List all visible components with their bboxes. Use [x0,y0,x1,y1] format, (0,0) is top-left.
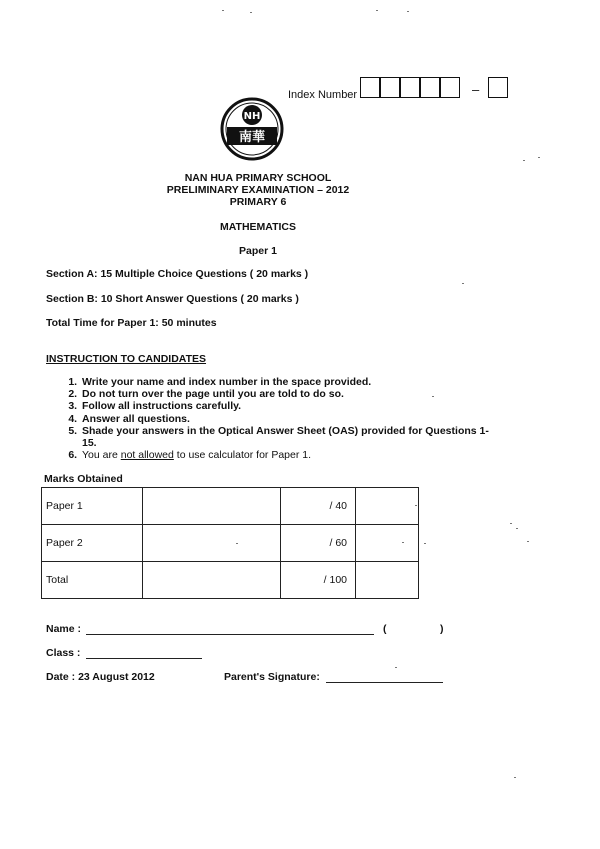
marks-score-cell[interactable] [143,562,281,599]
instructions-heading: INSTRUCTION TO CANDIDATES [46,353,207,365]
scan-speck [376,10,378,11]
scan-speck [432,396,434,397]
marks-row-total: / 60 [281,525,356,562]
index-number-label: Index Number [288,89,358,101]
section-b-info: Section B: 10 Short Answer Questions ( 20 marks ) [46,293,299,305]
class-label: Class : [46,647,81,659]
marks-row-total: / 40 [281,488,356,525]
marks-row-total: / 100 [281,562,356,599]
marks-blank-cell [356,562,419,599]
marks-row-label: Paper 2 [42,525,143,562]
index-digit-box-1[interactable] [360,77,380,98]
scan-speck [523,160,525,161]
scan-speck [462,283,464,284]
marks-score-cell[interactable] [143,525,281,562]
index-dash: – [472,82,480,97]
scan-speck [236,543,238,544]
scan-speck [424,543,426,544]
index-class-box[interactable] [488,77,508,98]
marks-score-cell[interactable] [143,488,281,525]
marks-blank-cell [356,525,419,562]
scan-speck [527,541,529,542]
marks-heading: Marks Obtained [44,473,123,485]
school-name: NAN HUA PRIMARY SCHOOL [184,172,332,184]
marks-blank-cell [356,488,419,525]
instruction-item: 5. Shade your answers in the Optical Answer Sheet (OAS) provided for Questions 1-15. [80,425,500,449]
school-crest-logo [219,96,285,162]
scan-speck [514,777,516,778]
parent-signature-line[interactable] [326,682,443,683]
instructions-list [60,376,500,461]
register-number-field[interactable] [392,622,436,636]
marks-table [41,487,419,599]
name-label: Name : [46,623,82,635]
scan-speck [402,542,404,543]
parent-signature-label: Parent's Signature: [224,671,320,683]
paper-label: Paper 1 [239,245,277,257]
instruction-item: 3. Follow all instructions carefully. [80,400,500,412]
level: PRIMARY 6 [229,196,287,208]
instruction-6-post: to use calculator for Paper 1. [173,449,312,462]
index-digit-box-5[interactable] [440,77,460,98]
subject: MATHEMATICS [219,221,297,233]
exam-date: Date : 23 August 2012 [46,671,155,683]
instruction-6-pre: You are [82,449,121,462]
class-input-line[interactable] [86,658,202,659]
index-digit-box-2[interactable] [380,77,400,98]
instruction-item: 2. Do not turn over the page until you are told to do so. [80,388,500,400]
total-time-info: Total Time for Paper 1: 50 minutes [46,317,217,329]
scan-speck [510,523,512,524]
exam-title: PRELIMINARY EXAMINATION – 2012 [166,184,350,196]
scan-speck [516,528,518,529]
marks-row-label: Paper 1 [42,488,143,525]
register-number-close-paren: ) [440,623,444,635]
table-row [42,488,419,525]
logo-initials: NH [243,111,261,122]
instruction-item: 4. Answer all questions. [80,413,500,425]
section-a-info: Section A: 15 Multiple Choice Questions ( 20 marks ) [46,268,309,280]
scan-speck [407,11,409,12]
scan-speck [395,667,397,668]
register-number-open-paren: ( [383,623,387,635]
marks-row-label: Total [42,562,143,599]
scan-speck [538,157,540,158]
scan-speck [415,505,417,506]
logo-chinese-name: 南華 [238,130,266,145]
name-input-line[interactable] [86,634,374,635]
scan-speck [250,12,252,13]
instruction-6-emphasis: not allowed [120,449,174,462]
index-digit-box-3[interactable] [400,77,420,98]
instruction-item: 1. Write your name and index number in the space provided. [80,376,500,388]
scan-speck [222,10,224,11]
table-row [42,525,419,562]
instruction-item [80,449,500,461]
index-digit-box-4[interactable] [420,77,440,98]
table-row [42,562,419,599]
